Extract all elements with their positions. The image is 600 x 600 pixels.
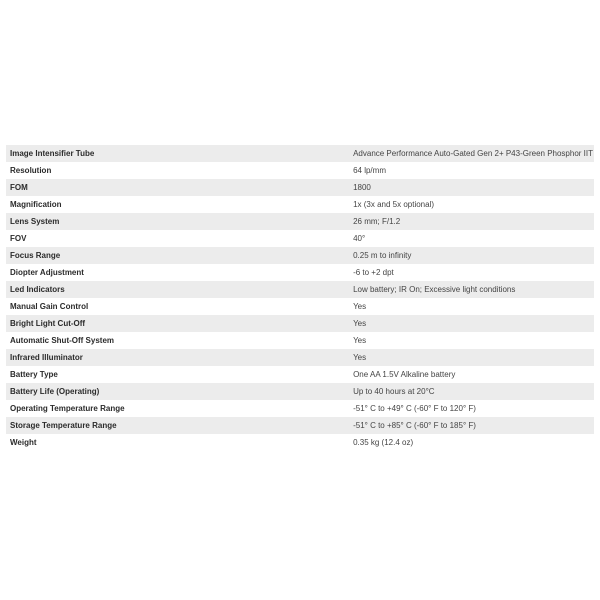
- spec-row-magnification: [6, 196, 594, 213]
- spec-value: Low battery; IR On; Excessive light conditions: [353, 285, 516, 294]
- spec-value: 1x (3x and 5x optional): [353, 200, 435, 209]
- spec-label: Automatic Shut-Off System: [10, 336, 115, 345]
- spec-row-image-intensifier-tube: [6, 145, 594, 162]
- spec-label: Image Intensifier Tube: [10, 149, 95, 158]
- spec-row-storage-temperature-range: [6, 417, 594, 434]
- spec-label: Bright Light Cut-Off: [10, 319, 86, 328]
- spec-row-focus-range: [6, 247, 594, 264]
- spec-row-resolution: [6, 162, 594, 179]
- spec-row-automatic-shut-off-system: [6, 332, 594, 349]
- spec-value: Advance Performance Auto-Gated Gen 2+ P43-Green Phosphor IIT: [353, 149, 593, 158]
- spec-value: 1800: [353, 183, 371, 192]
- spec-value: 0.35 kg (12.4 oz): [353, 438, 414, 447]
- spec-row-diopter-adjustment: [6, 264, 594, 281]
- spec-value: Yes: [353, 302, 367, 311]
- spec-label: Operating Temperature Range: [10, 404, 125, 413]
- spec-row-battery-type: [6, 366, 594, 383]
- specifications-table: [6, 145, 594, 451]
- spec-row-operating-temperature-range: [6, 400, 594, 417]
- spec-label: Battery Type: [10, 370, 58, 379]
- spec-value: -51° C to +85° C (-60° F to 185° F): [353, 421, 476, 430]
- spec-label: Lens System: [10, 217, 60, 226]
- spec-value: 0.25 m to infinity: [353, 251, 412, 260]
- spec-label: Focus Range: [10, 251, 61, 260]
- spec-value: -6 to +2 dpt: [353, 268, 394, 277]
- spec-value: One AA 1.5V Alkaline battery: [353, 370, 456, 379]
- spec-row-infrared-illuminator: [6, 349, 594, 366]
- spec-value: -51° C to +49° C (-60° F to 120° F): [353, 404, 476, 413]
- spec-label: Battery Life (Operating): [10, 387, 100, 396]
- spec-label: Led Indicators: [10, 285, 65, 294]
- spec-row-led-indicators: [6, 281, 594, 298]
- spec-row-weight: [6, 434, 594, 451]
- spec-value: 26 mm; F/1.2: [353, 217, 401, 226]
- spec-value: Yes: [353, 353, 367, 362]
- spec-row-battery-life: [6, 383, 594, 400]
- spec-label: Manual Gain Control: [10, 302, 89, 311]
- spec-row-bright-light-cut-off: [6, 315, 594, 332]
- spec-row-lens-system: [6, 213, 594, 230]
- spec-value: Yes: [353, 336, 367, 345]
- spec-label: Resolution: [10, 166, 52, 175]
- spec-label: Magnification: [10, 200, 62, 209]
- spec-label: Storage Temperature Range: [10, 421, 117, 430]
- spec-value: Up to 40 hours at 20°C: [353, 387, 435, 396]
- spec-row-manual-gain-control: [6, 298, 594, 315]
- spec-label: Weight: [10, 438, 37, 447]
- specifications-table-body: [6, 145, 594, 451]
- spec-row-fom: [6, 179, 594, 196]
- spec-row-fov: [6, 230, 594, 247]
- spec-label: Diopter Adjustment: [10, 268, 84, 277]
- spec-label: Infrared Illuminator: [10, 353, 83, 362]
- spec-label: FOV: [10, 234, 27, 243]
- spec-value: Yes: [353, 319, 367, 328]
- spec-label: FOM: [10, 183, 28, 192]
- spec-value: 40°: [353, 234, 366, 243]
- spec-value: 64 lp/mm: [353, 166, 386, 175]
